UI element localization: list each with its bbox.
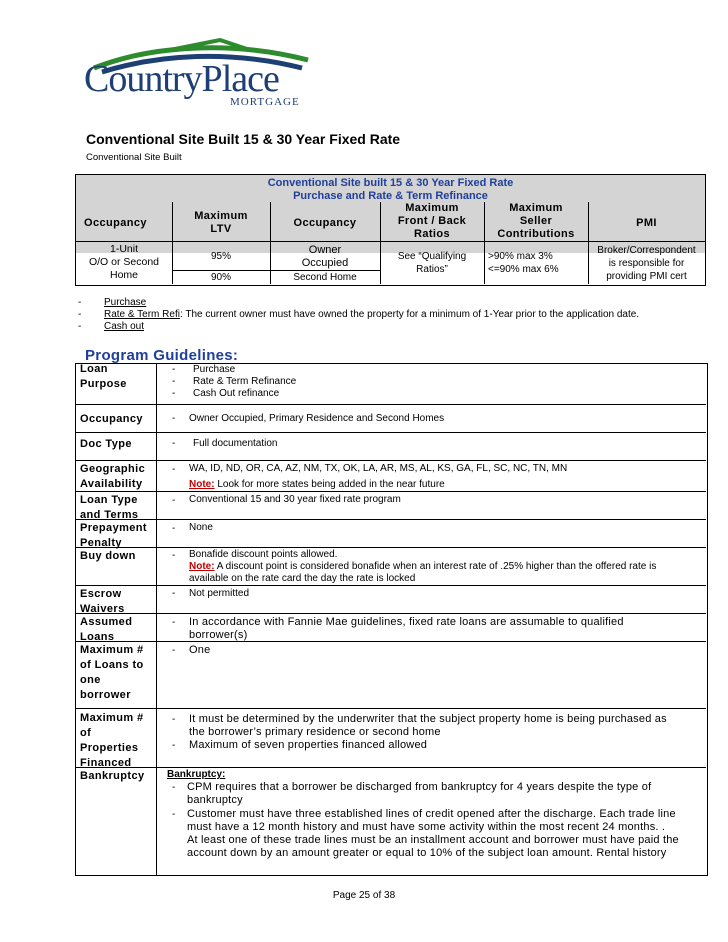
cell-occupancy [76,243,172,282]
header-max-ltv-1: Maximum [194,210,248,222]
cell-seller-1: >90% max 3% [488,251,553,262]
bullet-dash: - [172,388,176,399]
value-rate-term: Rate & Term Refinance [193,376,297,387]
note-text: Look for more states being added in the near future [214,479,445,490]
label-line: Maximum # [80,712,144,724]
page-subtitle: Conventional Site Built [86,152,182,163]
bullet-dash: - [172,809,176,820]
label-assumed [80,615,132,645]
program-guidelines-title: Program Guidelines: [85,347,239,364]
label-line: Penalty [80,537,122,549]
value-max-loans: One [189,644,211,656]
note-label: Note: [189,479,215,490]
label-bankruptcy: Bankruptcy [80,770,145,782]
note-text: A discount point is considered bonafide when an interest rate of .25% higher than the offered rate is [214,561,657,572]
label-line: of Loans to [80,659,144,671]
bullet-dash: - [172,550,176,561]
row-line [75,547,706,548]
value-occupancy: Owner Occupied, Primary Residence and Second Homes [189,413,445,424]
logo-wordmark: CountryPlace [84,58,279,100]
header-occupancy-2: Occupancy [293,217,357,229]
guidelines-divider [156,363,157,875]
logo-subtitle: MORTGAGE [230,96,300,108]
value-cash-out: Cash Out refinance [193,388,280,399]
value-bankruptcy-4: must have a 12 month history and must have some activity within the most recent 24 months. . [187,821,666,833]
cell-ratios-2: Ratios” [416,263,448,275]
cell-occ-1: 1-Unit [109,243,138,255]
value-escrow: Not permitted [189,588,250,599]
bullet-dash: - [78,309,82,320]
label-line: Escrow [80,588,122,600]
header-front-back-ratios [380,202,484,241]
cell-ratios-1: See “Qualifying [397,251,467,262]
row-line [75,460,706,461]
row-line [75,708,706,709]
grid-line [172,270,380,271]
row-line [75,767,706,768]
value-assumed-1: In accordance with Fannie Mae guidelines, fixed rate loans are assumable to qualified [189,616,624,628]
bullet-dash: - [78,297,82,308]
value-doc-type: Full documentation [193,438,278,449]
label-line: Waivers [80,603,125,615]
value-bankruptcy-5: At least one of these trade lines must be an installment account and borrower must have paid the [187,834,679,846]
cell-seller [488,251,586,276]
value-buydown-3: available on the rate card the day the rate is locked [189,573,416,584]
label-line: Maximum # [80,644,144,656]
label-line: Loan [80,363,108,375]
bullet-dash: - [172,740,176,751]
value-bankruptcy-6: account down by an amount greater or equal to 10% of the subject loan amount. Rental history [187,847,667,859]
label-line: Availability [80,478,143,490]
value-max-props-2: the borrower’s primary residence or second home [189,726,441,738]
cell-pmi-3: providing PMI cert [606,271,687,282]
header-seller-contributions [484,202,588,241]
rate-table-title-line2: Purchase and Rate & Term Refinance [293,190,488,202]
page-title: Conventional Site Built 15 & 30 Year Fixed Rate [86,131,401,147]
label-occupancy: Occupancy [80,413,143,425]
bullet-dash: - [78,321,82,332]
label-geographic [80,462,145,492]
company-logo [80,38,320,108]
bullet-dash: - [172,645,176,656]
header-occupancy: Occupancy [84,217,147,229]
bullet-rate-term-label: Rate & Term Refi [104,309,180,320]
label-escrow [80,587,125,617]
cell-pmi [588,244,705,283]
bullet-dash: - [172,617,176,628]
geo-note [189,479,445,492]
cell-owner-occupied [270,244,380,270]
value-max-props-3: Maximum of seven properties financed allowed [189,739,428,751]
value-loan-type: Conventional 15 and 30 year fixed rate program [189,494,401,505]
label-doc-type: Doc Type [80,438,132,450]
value-states: WA, ID, ND, OR, CA, AZ, NM, TX, OK, LA, AR, MS, AL, KS, GA, FL, SC, NC, TN, MN [189,463,568,474]
bullet-dash: - [172,364,176,375]
cell-pmi-2: is responsible for [608,258,685,269]
header-seller-2: Seller [519,215,553,227]
label-line: and Terms [80,509,139,521]
header-seller-3: Contributions [497,228,575,240]
value-prepayment: None [189,522,213,533]
value-buydown-2 [189,561,656,574]
rate-table-title-line1: Conventional Site built 15 & 30 Year Fixed Rate [267,177,514,189]
value-bankruptcy-3: Customer must have three established lines of credit opened after the discharge. Each trade line [187,808,676,820]
label-line: one [80,674,101,686]
bullet-dash: - [172,782,176,793]
row-line [75,404,706,405]
cell-occ2-2: Occupied [301,257,349,269]
bankruptcy-heading: Bankruptcy: [167,769,226,780]
header-fbr-1: Maximum [405,202,459,214]
cell-occ-2: O/O or Second [88,256,160,268]
value-buydown-1: Bonafide discount points allowed. [189,549,338,560]
cell-pmi-1: Broker/Correspondent [597,245,696,256]
rate-table [75,174,706,286]
header-pmi: PMI [636,217,657,229]
cell-ltv-2: 90% [210,272,231,283]
grid-line [76,241,705,242]
label-loan-type [80,493,138,523]
bullet-dash: - [172,495,176,506]
label-line: Loan Type [80,494,138,506]
cell-occ2-1: Owner [308,244,342,256]
label-max-loans [80,643,144,703]
header-fbr-2: Front / Back [397,215,467,227]
bullet-dash: - [172,413,176,424]
bullet-dash: - [172,588,176,599]
header-seller-1: Maximum [509,202,563,214]
label-loan-purpose [80,362,127,392]
bullet-purchase: Purchase [104,297,147,308]
cell-occ-3: Home [109,269,138,281]
label-line: Financed [80,757,132,769]
cell-ltv-1: 95% [210,251,231,262]
bullet-dash: - [172,523,176,534]
label-max-properties [80,711,144,771]
cell-second-home: Second Home [293,272,357,283]
value-assumed-2: borrower(s) [189,629,248,641]
label-prepayment [80,521,147,551]
rate-table-title [76,177,705,203]
row-line [75,641,706,642]
bullet-dash: - [172,438,176,449]
label-line: Geographic [80,463,146,475]
value-bankruptcy-2: bankruptcy [187,794,243,806]
row-line [75,613,706,614]
label-line: Prepayment [80,522,147,534]
header-max-ltv [172,210,270,236]
bullet-rate-term-text: : The current owner must have owned the property for a minimum of 1-Year prior to the application date. [179,309,640,320]
label-line: of [80,727,92,739]
page-number: Page 25 of 38 [332,890,396,901]
value-bankruptcy-1: CPM requires that a borrower be discharged from bankruptcy for 4 years despite the type of [187,781,652,793]
cell-ratios [380,251,484,276]
label-line: Loans [80,631,115,643]
bullet-dash: - [172,464,176,475]
value-max-props-1: It must be determined by the underwriter that the subject property home is being purchased as [189,713,667,725]
label-line: borrower [80,689,131,701]
label-line: Properties [80,742,139,754]
value-purchase: Purchase [193,364,236,375]
label-line: Purpose [80,378,127,390]
bullet-rate-term [104,309,639,321]
cell-seller-2: <=90% max 6% [488,263,559,275]
header-max-ltv-2: LTV [210,223,232,235]
row-line [75,432,706,433]
bullet-cash-out: Cash out [104,321,145,332]
header-fbr-3: Ratios [413,228,451,240]
label-buy-down: Buy down [80,550,136,562]
note-label: Note: [189,561,215,572]
grid-line [484,202,485,284]
row-line [75,519,706,520]
bullet-dash: - [172,376,176,387]
label-line: Assumed [80,616,133,628]
bullet-dash: - [172,714,176,725]
